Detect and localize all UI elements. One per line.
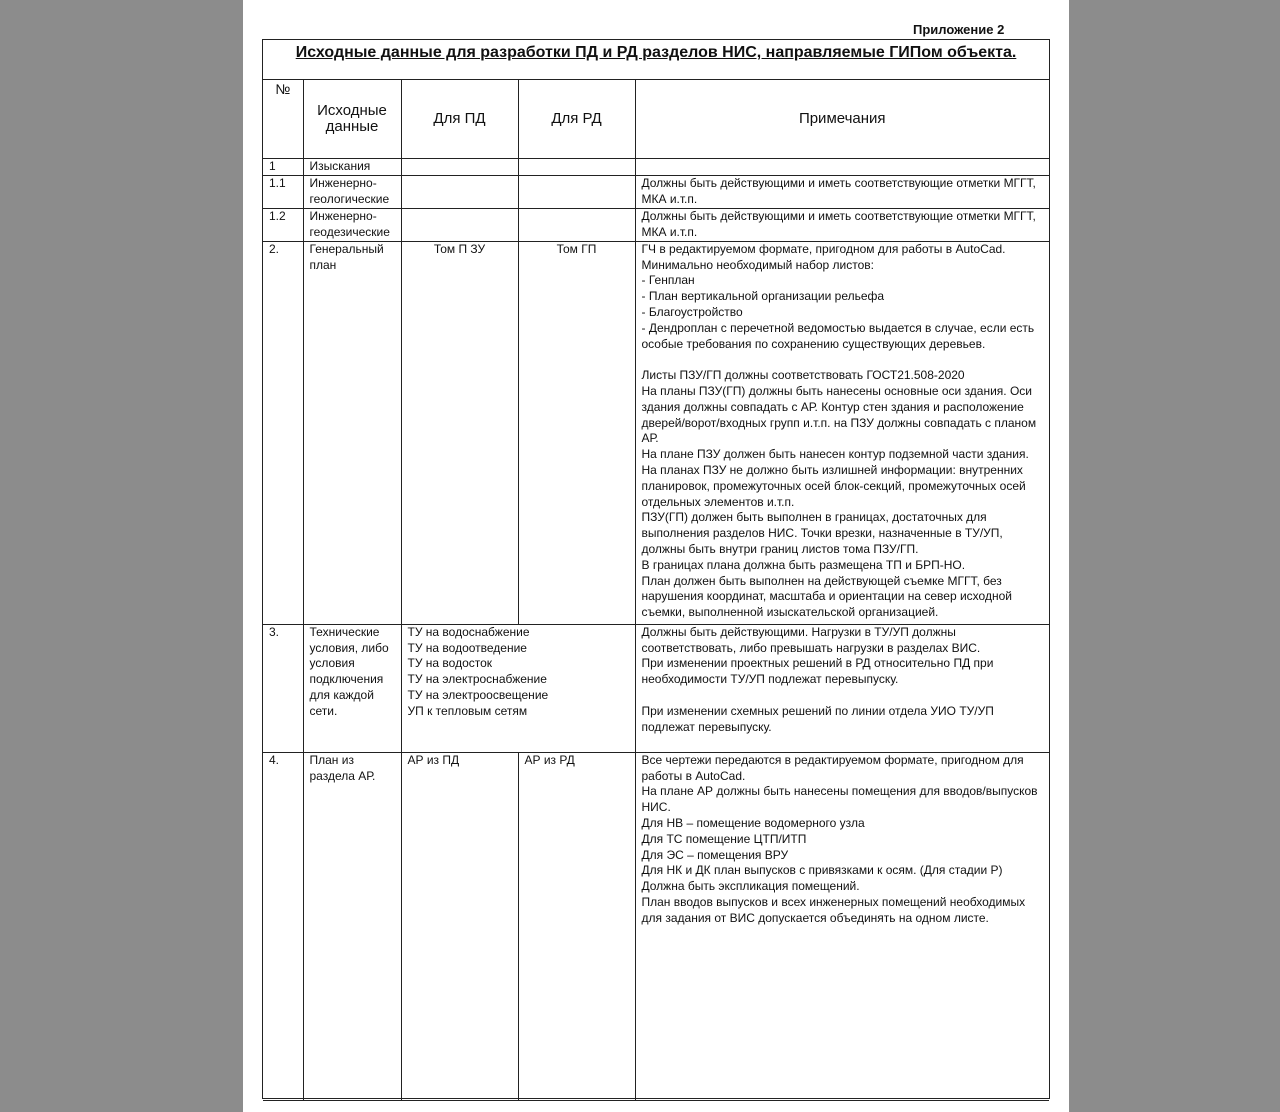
header-rd: Для РД (518, 80, 635, 159)
row-rd (518, 208, 635, 241)
row-notes: Все чертежи передаются в редактируемом формате, пригодном для работы в AutoCad. На плане АР должны быть нанесены помещения для вводов/выпусков НИС. Для НВ – помещение водомерного узла Для ТС помещение ЦТП/ИТП Для ЭС – помещения ВРУ Для НК и ДК план выпусков с привязками к осям. (Для стадии Р) Должна быть экспликация помещений. План вводов выпусков и всех инженерных помещений необходимых для задания от ВИС допускается объединять на одном листе. (635, 752, 1049, 1100)
row-pd: АР из ПД (401, 752, 518, 1100)
row-source: Изыскания (303, 159, 401, 176)
row-notes (635, 159, 1049, 176)
header-notes: Примечания (635, 80, 1049, 159)
header-pd: Для ПД (401, 80, 518, 159)
table-row (263, 159, 1049, 176)
table-row (263, 241, 1049, 624)
row-rd: Том ГП (518, 241, 635, 624)
table-row (263, 624, 1049, 752)
table-row (263, 208, 1049, 241)
row-notes: Должны быть действующими. Нагрузки в ТУ/УП должны соответствовать, либо превышать нагрузки в разделах ВИС. При изменении проектных решений в РД относительно ПД при необходимости ТУ/УП подлежат перевыпуску. При изменении схемных решений по линии отдела УИО ТУ/УП подлежат перевыпуску. (635, 624, 1049, 752)
row-source: План из раздела АР. (303, 752, 401, 1100)
row-pd (401, 159, 518, 176)
row-num: 1.1 (263, 175, 303, 208)
document-title: Исходные данные для разработки ПД и РД разделов НИС, направляемые ГИПом объекта. (263, 40, 1049, 80)
table-row (263, 175, 1049, 208)
row-source: Инженерно-геологические (303, 175, 401, 208)
row-num: 1.2 (263, 208, 303, 241)
row-source: Генеральный план (303, 241, 401, 624)
row-num: 2. (263, 241, 303, 624)
row-rd: АР из РД (518, 752, 635, 1100)
row-rd (518, 175, 635, 208)
table-header-row (263, 80, 1049, 159)
table-frame (262, 39, 1050, 1099)
header-num: № (263, 80, 303, 159)
row-notes: Должны быть действующими и иметь соответствующие отметки МГГТ, МКА и.т.п. (635, 208, 1049, 241)
row-num: 1 (263, 159, 303, 176)
header-source: Исходные данные (303, 80, 401, 159)
row-notes: ГЧ в редактируемом формате, пригодном для работы в AutoCad. Минимально необходимый набор листов: - Генплан - План вертикальной организации рельефа - Благоустройство - Дендроплан с перечетной ведомостью выдается в случае, если есть особые требования по сохранению существующих деревьев. Листы ПЗУ/ГП должны соответствовать ГОСТ21.508-2020 На планы ПЗУ(ГП) должны быть нанесены основные оси здания. Оси здания должны совпадать с АР. Контур стен здания и расположение дверей/ворот/входных групп и.т.п. на ПЗУ должны совпадать с планом АР. На плане ПЗУ должен быть нанесен контур подземной части здания. На планах ПЗУ не должно быть излишней информации: внутренних планировок, промежуточных осей блок-секций, промежуточных осей отдельных элементов и.т.п. ПЗУ(ГП) должен быть выполнен в границах, достаточных для выполнения разделов НИС. Точки врезки, назначенные в ТУ/УП, должны быть внутри границ листов тома ПЗУ/ГП. В границах плана должна быть размещена ТП и БРП-НО. План должен быть выполнен на действующей съемке МГГТ, без нарушения координат, масштаба и ориентации на север исходной съемки, выполненной изыскательской организацией. (635, 241, 1049, 624)
row-num: 4. (263, 752, 303, 1100)
row-rd (518, 159, 635, 176)
row-notes: Должны быть действующими и иметь соответствующие отметки МГГТ, МКА и.т.п. (635, 175, 1049, 208)
row-num: 3. (263, 624, 303, 752)
document-page (243, 0, 1069, 1112)
table-row (263, 752, 1049, 1100)
appendix-label: Приложение 2 (913, 22, 1005, 37)
row-pd-rd: ТУ на водоснабжение ТУ на водоотведение ТУ на водосток ТУ на электроснабжение ТУ на электроосвещение УП к тепловым сетям (401, 624, 635, 752)
source-data-table (263, 80, 1049, 1101)
row-pd (401, 175, 518, 208)
row-source: Технические условия, либо условия подключения для каждой сети. (303, 624, 401, 752)
row-source: Инженерно-геодезические (303, 208, 401, 241)
row-pd: Том П ЗУ (401, 241, 518, 624)
row-pd (401, 208, 518, 241)
